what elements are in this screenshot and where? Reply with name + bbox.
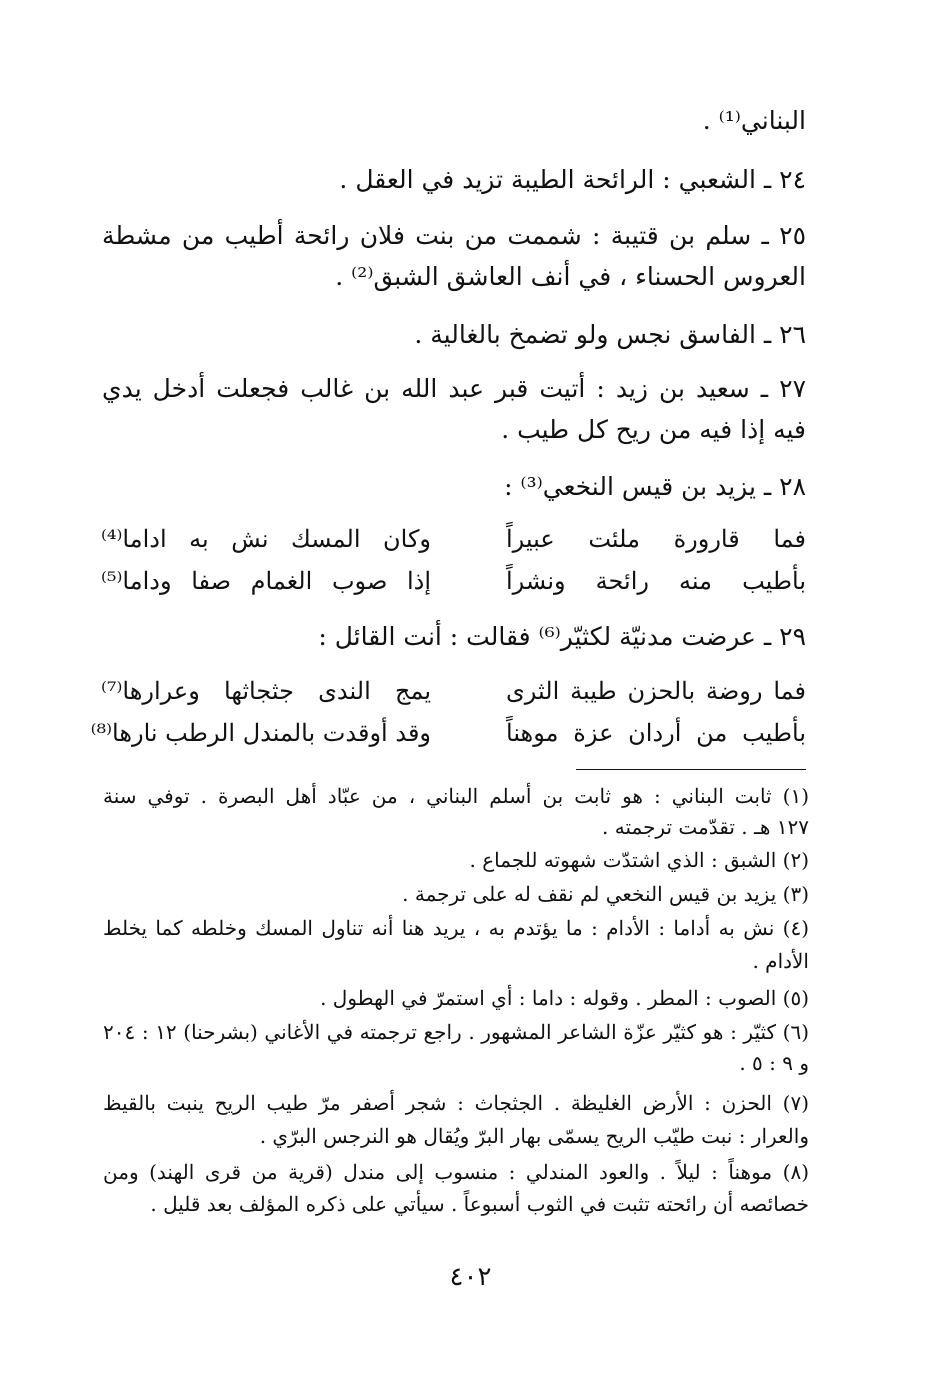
footnote: (٦) كثيّر : هو كثيّر عزّة الشاعر المشهور . راجع ترجمته في الأغاني (بشرحنا) ١٢ : ٢٠٤ [103,1020,809,1044]
footnote: (٣) يزيد بن قيس النخعي لم نقف له على ترجمة . [402,882,809,906]
entry-26: ٢٦ ـ الفاسق نجس ولو تضمخ بالغالية . [414,320,806,349]
footnote: (٨) موهناً : ليلاً . والعود المندلي : منسوب إلى مندل (قرية من قرى الهند) ومن [103,1160,809,1184]
footnote-continued: الأدام . [752,949,809,973]
footnote: (١) ثابت البناني : هو ثابت بن أسلم البناني ، من عبّاد أهل البصرة . توفي سنة [103,784,809,808]
verse-hemistich: فما روضة بالحزن طيبة الثرى [506,677,806,705]
verse-hemistich: بأطيب منه رائحة ونشراً [506,567,806,595]
entry-25-continued: العروس الحسناء ، في أنف العاشق الشبق⁽²⁾ . [335,262,806,291]
entry-27-continued: فيه إذا فيه من ريح كل طيب . [501,415,806,444]
verse-hemistich: وكان المسك نش به اداما⁽⁴⁾ [101,525,431,553]
verse-hemistich: فما قارورة ملئت عبيراً [506,525,806,553]
footnote-continued: ١٢٧ هـ . تقدّمت ترجمته . [602,815,809,839]
verse-hemistich: وقد أوقدت بالمندل الرطب نارها⁽⁸⁾ [90,719,431,747]
footnote-continued: والعرار : نبت طيّب الريح يسمّى بهار البرّ ويُقال هو النرجس البرّي . [259,1124,809,1148]
footnote: (٧) الحزن : الأرض الغليظة . الجثجاث : شجر أصفر مرّ طيب الريح ينبت بالقيظ [103,1091,809,1115]
footnote: (٥) الصوب : المطر . وقوله : داما : أي استمرّ في الهطول . [320,986,809,1010]
entry-24: ٢٤ ـ الشعبي : الرائحة الطيبة تزيد في العقل . [339,165,806,194]
footnote-continued: و ٩ : ٥ . [739,1051,809,1075]
footnote: (٢) الشبق : الذي اشتدّت شهوته للجماع . [469,848,809,872]
verse-hemistich: إذا صوب الغمام صفا وداما⁽⁵⁾ [101,567,431,595]
text-line: البناني⁽¹⁾ . [702,106,806,135]
verse-hemistich: بأطيب من أردان عزة موهناً [506,719,806,747]
entry-28: ٢٨ ـ يزيد بن قيس النخعي⁽³⁾ : [504,472,806,501]
page-number: ٤٠٢ [449,1262,492,1292]
verse-hemistich: يمج الندى جثجاثها وعرارها⁽⁷⁾ [101,677,431,705]
footnote-continued: خصائصه أن رائحته تثبت في الثوب أسبوعاً . سيأتي على ذكره المؤلف بعد قليل . [150,1192,809,1216]
footnote-divider [576,769,806,770]
entry-25: ٢٥ ـ سلم بن قتيبة : شممت من بنت فلان رائحة أطيب من مشطة [102,221,806,250]
entry-29: ٢٩ ـ عرضت مدنيّة لكثيّر⁽⁶⁾ فقالت : أنت القائل : [318,622,806,651]
entry-27: ٢٧ ـ سعيد بن زيد : أتيت قبر عبد الله بن غالب فجعلت أدخل يدي [102,374,806,403]
footnote: (٤) نش به أداما : الأدام : ما يؤتدم به ، يريد هنا أنه تناول المسك وخلطه كما يخلط [103,916,809,940]
